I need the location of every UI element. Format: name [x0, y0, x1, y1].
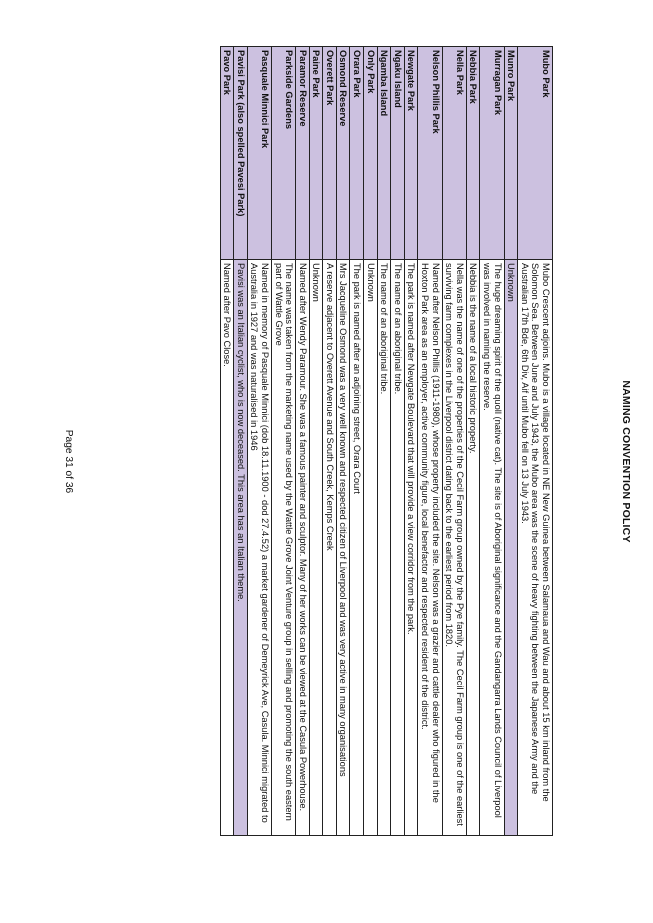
description-cell: Unknown — [504, 260, 518, 836]
description-cell: Mrs Jacqueline Osmond was a very well known and respected citizen of Liverpool and was very active in many organisations — [336, 260, 350, 836]
description-cell: A reserve adjacent to Overett Avenue and South Creek, Kemps Creek — [323, 260, 337, 836]
table-row — [504, 47, 518, 836]
description-cell: The park is named after an adjoining street, Orara Court — [350, 260, 364, 836]
description-cell: Nebbia is the name of a local historic property. — [466, 260, 480, 836]
park-name-cell: Nelson Phillis Park — [418, 47, 442, 260]
table-row — [323, 47, 337, 836]
park-name-cell: Nella Park — [442, 47, 466, 260]
description-cell: The name of an aboriginal tribe. — [391, 260, 405, 836]
description-cell: The name of an aboriginal tribe. — [377, 260, 391, 836]
description-cell: Pavisi was an Italian cyclist, who is now deceased. This area has an Italian theme. — [234, 260, 248, 836]
naming-table — [220, 46, 553, 836]
park-name-cell: Paramor Reserve — [296, 47, 310, 260]
park-name-cell: Osmond Reserve — [336, 47, 350, 260]
description-cell: The huge dreaming spirit of the quoll (native cat). The site is of Aboriginal significance and the Gandangarra Lands Council of Liverpool was involved in naming the reserve. — [480, 260, 504, 836]
park-name-cell: Parkside Gardens — [271, 47, 295, 260]
park-name-cell: Pavo Park — [220, 47, 234, 260]
park-name-cell: Mubo Park — [518, 47, 553, 260]
park-name-cell: Only Park — [364, 47, 378, 260]
table-row — [336, 47, 350, 836]
description-cell: Named after Pavo Close. — [220, 260, 234, 836]
table-row — [247, 47, 271, 836]
table-row — [296, 47, 310, 836]
table-row — [364, 47, 378, 836]
description-cell: The name was taken from the marketing name used by the Wattle Grove Joint Venture group in selling and promoting the south eastern part of Wattle Grove — [271, 260, 295, 836]
table-row — [220, 47, 234, 836]
table-row — [442, 47, 466, 836]
description-cell: Named in memory of Pasquale Minnici (dob 18.11.1900 - dod 27.4.52) a market gardener of Demeyrick Ave, Casula. Minnici migrated to Australia in 1927 and was naturalised in 1946 — [247, 260, 271, 836]
description-cell: Named after Wendy Paramour. She was a famous painter and sculptor. Many of her works can be viewed at the Casula Powerhouse. — [296, 260, 310, 836]
page-number: Page 31 of 36 — [63, 429, 74, 494]
park-name-cell: Newgate Park — [404, 47, 418, 260]
park-name-cell: Ngaku Island — [391, 47, 405, 260]
table-row — [271, 47, 295, 836]
description-cell: Nella was the name of one of the properties of the Cecil Farm group owned by the Pye family. The Cecil Farm group is one of the earliest surviving farm complexes in the Liverpool district dating back to the earliest period from 1820. — [442, 260, 466, 836]
park-name-cell: Nebbia Park — [466, 47, 480, 260]
park-name-cell: Munro Park — [504, 47, 518, 260]
document-title: NAMING CONVENTION POLICY — [620, 380, 632, 543]
table-row — [350, 47, 364, 836]
table-row — [466, 47, 480, 836]
park-name-cell: Ngamba Island — [377, 47, 391, 260]
table-row — [377, 47, 391, 836]
table-row — [234, 47, 248, 836]
table-row — [404, 47, 418, 836]
park-name-cell: Orara Park — [350, 47, 364, 260]
description-cell: The park is named after Newgate Boulevard that will provide a view corridor from the park. — [404, 260, 418, 836]
table-row — [418, 47, 442, 836]
table-row — [480, 47, 504, 836]
park-name-cell: Murragan Park — [480, 47, 504, 260]
park-name-cell: Overett Park — [323, 47, 337, 260]
park-name-cell: Pasquale Minnici Park — [247, 47, 271, 260]
description-cell: Unknown — [309, 260, 323, 836]
park-name-cell: Pavisi Park (also spelled Pavesi Park) — [234, 47, 248, 260]
description-cell: Unknown — [364, 260, 378, 836]
description-cell: Named after Nelson Phillis (1911-1980), whose property included the site. Nelson was a grazier and cattle dealer who figured in the Hoxton Park area as an employer, active community figure, local benefactor and respected resident of the district. — [418, 260, 442, 836]
table-row — [309, 47, 323, 836]
description-cell: Mubo Crescent adjoins. Mubo is a village located in NE New Guinea between Salamaua and Wau and about 15 km inland from the Solomon Sea. Between June and July 1943, the Mubo area was the scene of heavy fighting between the Japanese Army and the Australian 17th Bde, 6th Div, Aif until Mubo fell on 13 July 1943. — [518, 260, 553, 836]
table-row — [518, 47, 553, 836]
park-name-cell: Paine Park — [309, 47, 323, 260]
table-row — [391, 47, 405, 836]
